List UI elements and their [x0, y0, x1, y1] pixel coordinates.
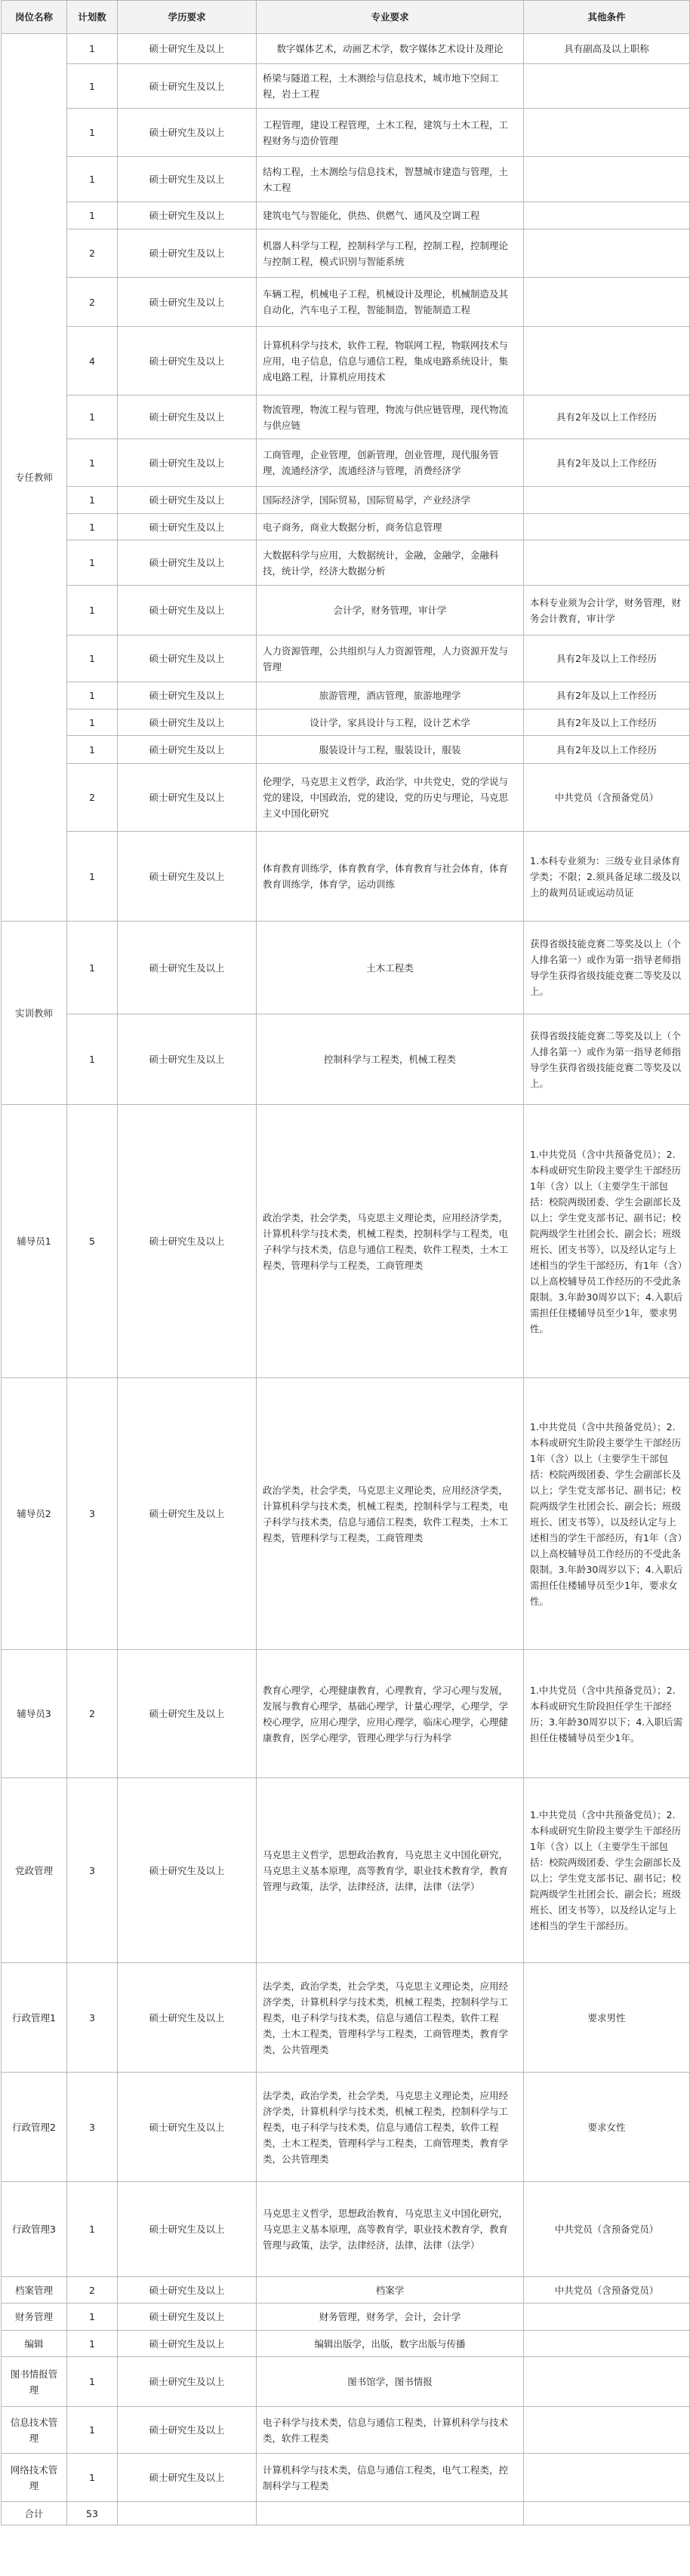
- major-cell: 计算机科学与技术类，信息与通信工程类，电气工程类，控制科学与工程类: [257, 2454, 524, 2502]
- position-cell: 档案管理: [2, 2277, 67, 2304]
- table-row: [2, 540, 690, 586]
- position-cell: 信息技术管理: [2, 2407, 67, 2454]
- count-cell: 1: [67, 922, 118, 1014]
- recruitment-table: [1, 0, 690, 2525]
- count-cell: 2: [67, 229, 118, 278]
- major-cell: 车辆工程，机械电子工程，机械设计及理论，机械制造及其自动化，汽车电子工程，智能制造，智能制造工程: [257, 278, 524, 327]
- education-cell: 硕士研究生及以上: [118, 439, 257, 487]
- education-cell: 硕士研究生及以上: [118, 1378, 257, 1650]
- count-cell: 1: [67, 202, 118, 229]
- position-cell: 行政管理2: [2, 2073, 67, 2182]
- table-row: [2, 2304, 690, 2331]
- education-cell: 硕士研究生及以上: [118, 1014, 257, 1105]
- major-cell: 旅游管理，酒店管理，旅游地理学: [257, 682, 524, 709]
- education-cell: 硕士研究生及以上: [118, 395, 257, 439]
- count-cell: 3: [67, 2073, 118, 2182]
- table-row: [2, 439, 690, 487]
- education-cell: 硕士研究生及以上: [118, 278, 257, 327]
- table-row: [2, 487, 690, 514]
- education-cell: 硕士研究生及以上: [118, 109, 257, 157]
- other-cell: [524, 327, 690, 395]
- count-cell: 1: [67, 540, 118, 586]
- education-cell: 硕士研究生及以上: [118, 2182, 257, 2277]
- table-row: [2, 709, 690, 736]
- table-row: [2, 586, 690, 636]
- other-cell: 具有2年及以上工作经历: [524, 636, 690, 682]
- count-cell: 2: [67, 1650, 118, 1778]
- other-cell: [524, 229, 690, 278]
- count-cell: 1: [67, 395, 118, 439]
- other-cell: 中共党员（含预备党员）: [524, 764, 690, 832]
- other-cell: 1.本科专业须为：三级专业目录体育学类；不限；2.须具备足球二级及以上的裁判员证或运动员证: [524, 832, 690, 922]
- header-count: 计划数: [67, 1, 118, 34]
- major-cell: 电子商务，商业大数据分析，商务信息管理: [257, 514, 524, 540]
- table-row: [2, 2454, 690, 2502]
- education-cell: 硕士研究生及以上: [118, 229, 257, 278]
- table-row: [2, 202, 690, 229]
- education-cell: 硕士研究生及以上: [118, 2357, 257, 2407]
- education-cell: 硕士研究生及以上: [118, 636, 257, 682]
- major-cell: 财务管理，财务学，会计，会计学: [257, 2304, 524, 2331]
- education-cell: 硕士研究生及以上: [118, 2407, 257, 2454]
- major-cell: 体育教育训练学，体育教育学，体育教育与社会体育，体育教育训练学，体育学，运动训练: [257, 832, 524, 922]
- education-cell: 硕士研究生及以上: [118, 682, 257, 709]
- education-cell: 硕士研究生及以上: [118, 514, 257, 540]
- count-cell: 1: [67, 439, 118, 487]
- count-cell: 1: [67, 487, 118, 514]
- education-cell: 硕士研究生及以上: [118, 709, 257, 736]
- table-row: [2, 395, 690, 439]
- education-cell: 硕士研究生及以上: [118, 1963, 257, 2073]
- major-cell: 工程管理，建设工程管理，土木工程，建筑与土木工程，工程财务与造价管理: [257, 109, 524, 157]
- other-cell: [524, 514, 690, 540]
- position-cell: 行政管理3: [2, 2182, 67, 2277]
- education-cell: 硕士研究生及以上: [118, 922, 257, 1014]
- other-cell: 中共党员（含预备党员）: [524, 2277, 690, 2304]
- position-cell: 网络技术管理: [2, 2454, 67, 2502]
- education-cell: 硕士研究生及以上: [118, 832, 257, 922]
- table-row: [2, 1105, 690, 1378]
- count-cell: 1: [67, 34, 118, 64]
- education-cell: 硕士研究生及以上: [118, 2304, 257, 2331]
- education-cell: 硕士研究生及以上: [118, 202, 257, 229]
- other-cell: [524, 2407, 690, 2454]
- major-cell: 设计学，家具设计与工程，设计艺术学: [257, 709, 524, 736]
- header-row: [2, 1, 690, 34]
- major-cell: 服装设计与工程，服装设计，服装: [257, 736, 524, 764]
- count-cell: 1: [67, 109, 118, 157]
- other-cell: [524, 2454, 690, 2502]
- table-row: [2, 229, 690, 278]
- count-cell: 1: [67, 682, 118, 709]
- other-cell: 要求男性: [524, 1963, 690, 2073]
- position-cell: 实训教师: [2, 922, 67, 1105]
- major-cell: 桥梁与隧道工程，土木测绘与信息技术，城市地下空间工程，岩土工程: [257, 64, 524, 109]
- table-row: [2, 1378, 690, 1650]
- major-cell: 图书馆学，图书情报: [257, 2357, 524, 2407]
- major-cell: 土木工程类: [257, 922, 524, 1014]
- major-cell: 政治学类，社会学类，马克思主义理论类，应用经济学类，计算机科学与技术类，机械工程类，控制科学与工程类，电子科学与技术类，信息与通信工程类，软件工程类，土木工程类，管理科学与工程类，工商管理类: [257, 1105, 524, 1378]
- major-cell: 工商管理，企业管理，创新管理，创业管理，现代服务管理，流通经济学，流通经济与管理，消费经济学: [257, 439, 524, 487]
- other-cell: 获得省级技能竞赛二等奖及以上（个人排名第一）或作为第一指导老师指导学生获得省级技能竞赛二等奖及以上。: [524, 1014, 690, 1105]
- table-row: [2, 64, 690, 109]
- other-cell: [524, 109, 690, 157]
- education-cell: 硕士研究生及以上: [118, 1105, 257, 1378]
- count-cell: 5: [67, 1105, 118, 1378]
- other-cell: 1.中共党员（含中共预备党员）；2.本科或研究生阶段主要学生干部经历1年（含）以上（主要学生干部包括：校院两级团委、学生会副部长及以上；学生党支部书记、副书记；校院两级学生社团会长、副会长；班级班长、团支书等），以及经认定与上述相当的学生干部经历，有1年（含）以上高校辅导员工作经历的不受此条限制。3.年龄30周岁以下；4.入职后需担任住楼辅导员至少1年，要求女性。: [524, 1378, 690, 1650]
- position-cell: 辅导员2: [2, 1378, 67, 1650]
- major-cell: 大数据科学与应用，大数据统计，金融，金融学，金融科技，统计学，经济大数据分析: [257, 540, 524, 586]
- major-cell: 马克思主义哲学，思想政治教育，马克思主义中国化研究，马克思主义基本原理，高等教育学，职业技术教育学，教育管理与政策，法学，法律经济，法律，法律（法学）: [257, 2182, 524, 2277]
- count-cell: 1: [67, 2454, 118, 2502]
- other-cell: 本科专业须为会计学，财务管理，财务会计教育，审计学: [524, 586, 690, 636]
- header-other: 其他条件: [524, 1, 690, 34]
- major-cell: 档案学: [257, 2277, 524, 2304]
- table-row: [2, 1778, 690, 1963]
- education-cell: 硕士研究生及以上: [118, 586, 257, 636]
- education-cell: 硕士研究生及以上: [118, 487, 257, 514]
- position-cell: 行政管理1: [2, 1963, 67, 2073]
- education-cell: 硕士研究生及以上: [118, 327, 257, 395]
- table-row: [2, 1963, 690, 2073]
- major-cell: 会计学，财务管理，审计学: [257, 586, 524, 636]
- table-row: [2, 636, 690, 682]
- major-cell: 政治学类，社会学类，马克思主义理论类，应用经济学类，计算机科学与技术类，机械工程类，控制科学与工程类，电子科学与技术类，信息与通信工程类，软件工程类，土木工程类，管理科学与工程类，工商管理类: [257, 1378, 524, 1650]
- count-cell: 1: [67, 2182, 118, 2277]
- major-cell: 国际经济学，国际贸易，国际贸易学，产业经济学: [257, 487, 524, 514]
- position-cell: 党政管理: [2, 1778, 67, 1963]
- education-cell: 硕士研究生及以上: [118, 2073, 257, 2182]
- major-cell: 计算机科学与技术，软件工程，物联网工程，物联网技术与应用，电子信息，信息与通信工程，集成电路系统设计，集成电路工程，计算机应用技术: [257, 327, 524, 395]
- education-cell: 硕士研究生及以上: [118, 64, 257, 109]
- other-cell: 具有副高及以上职称: [524, 34, 690, 64]
- major-cell: 控制科学与工程类，机械工程类: [257, 1014, 524, 1105]
- major-cell: 编辑出版学，出版，数字出版与传播: [257, 2331, 524, 2357]
- other-cell: 1.中共党员（含中共预备党员）；2.本科或研究生阶段主要学生干部经历1年（含）以上（主要学生干部包括：校院两级团委、学生会副部长及以上；学生党支部书记、副书记；校院两级学生社团会长、副会长；班级班长、团支书等），以及经认定与上述相当的学生干部经历。: [524, 1778, 690, 1963]
- table-row: [2, 2182, 690, 2277]
- count-cell: 1: [67, 709, 118, 736]
- other-cell: [524, 2331, 690, 2357]
- count-cell: 1: [67, 514, 118, 540]
- table-row: [2, 327, 690, 395]
- table-row: [2, 109, 690, 157]
- header-major: 专业要求: [257, 1, 524, 34]
- count-cell: 3: [67, 1378, 118, 1650]
- count-cell: 1: [67, 2357, 118, 2407]
- total-row: [2, 2502, 690, 2525]
- count-cell: 2: [67, 2277, 118, 2304]
- empty-cell: [118, 2502, 257, 2525]
- other-cell: [524, 2304, 690, 2331]
- other-cell: [524, 202, 690, 229]
- table-row: [2, 157, 690, 202]
- other-cell: 具有2年及以上工作经历: [524, 439, 690, 487]
- other-cell: 1.中共党员（含中共预备党员）；2.本科或研究生阶段主要学生干部经历1年（含）以上（主要学生干部包括：校院两级团委、学生会副部长及以上；学生党支部书记、副书记；校院两级学生社团会长、副会长；班级班长、团支书等），以及经认定与上述相当的学生干部经历，有1年（含）以上高校辅导员工作经历的不受此条限制。3.年龄30周岁以下；4.入职后需担任住楼辅导员至少1年，要求男性。: [524, 1105, 690, 1378]
- other-cell: 1.中共党员（含中共预备党员）；2.本科或研究生阶段担任学生干部经历；3.年龄30周岁以下；4.入职后需担任住楼辅导员至少1年。: [524, 1650, 690, 1778]
- count-cell: 1: [67, 2407, 118, 2454]
- other-cell: 具有2年及以上工作经历: [524, 682, 690, 709]
- other-cell: [524, 487, 690, 514]
- table-row: [2, 2407, 690, 2454]
- count-cell: 1: [67, 636, 118, 682]
- table-row: [2, 2277, 690, 2304]
- other-cell: 具有2年及以上工作经历: [524, 736, 690, 764]
- major-cell: 电子科学与技术类，信息与通信工程类，计算机科学与技术类，软件工程类: [257, 2407, 524, 2454]
- major-cell: 物流管理，物流工程与管理，物流与供应链管理，现代物流与供应链: [257, 395, 524, 439]
- position-cell: 专任教师: [2, 34, 67, 922]
- major-cell: 结构工程，土木测绘与信息技术，智慧城市建造与管理，土木工程: [257, 157, 524, 202]
- education-cell: 硕士研究生及以上: [118, 157, 257, 202]
- table-row: [2, 682, 690, 709]
- major-cell: 机器人科学与工程，控制科学与工程，控制工程，控制理论与控制工程，模式识别与智能系统: [257, 229, 524, 278]
- count-cell: 2: [67, 764, 118, 832]
- count-cell: 1: [67, 2331, 118, 2357]
- total-label: 合计: [2, 2502, 67, 2525]
- total-count: 53: [67, 2502, 118, 2525]
- table-row: [2, 922, 690, 1014]
- other-cell: 具有2年及以上工作经历: [524, 395, 690, 439]
- education-cell: 硕士研究生及以上: [118, 34, 257, 64]
- other-cell: 获得省级技能竞赛二等奖及以上（个人排名第一）或作为第一指导老师指导学生获得省级技能竞赛二等奖及以上。: [524, 922, 690, 1014]
- table-row: [2, 832, 690, 922]
- count-cell: 1: [67, 64, 118, 109]
- table-row: [2, 34, 690, 64]
- education-cell: 硕士研究生及以上: [118, 2277, 257, 2304]
- major-cell: 数字媒体艺术，动画艺术学，数字媒体艺术设计及理论: [257, 34, 524, 64]
- table-row: [2, 514, 690, 540]
- count-cell: 1: [67, 586, 118, 636]
- education-cell: 硕士研究生及以上: [118, 736, 257, 764]
- education-cell: 硕士研究生及以上: [118, 2331, 257, 2357]
- count-cell: 3: [67, 1778, 118, 1963]
- major-cell: 法学类，政治学类，社会学类，马克思主义理论类，应用经济学类，计算机科学与技术类，机械工程类，控制科学与工程类，电子科学与技术类，信息与通信工程类，软件工程类，土木工程类，管理科学与工程类，工商管理类，教育学类，公共管理类: [257, 2073, 524, 2182]
- table-row: [2, 2331, 690, 2357]
- count-cell: 3: [67, 1963, 118, 2073]
- position-cell: 辅导员3: [2, 1650, 67, 1778]
- other-cell: [524, 540, 690, 586]
- table-row: [2, 1014, 690, 1105]
- count-cell: 1: [67, 2304, 118, 2331]
- education-cell: 硕士研究生及以上: [118, 764, 257, 832]
- major-cell: 人力资源管理，公共组织与人力资源管理，人力资源开发与管理: [257, 636, 524, 682]
- other-cell: [524, 278, 690, 327]
- other-cell: 要求女性: [524, 2073, 690, 2182]
- count-cell: 1: [67, 832, 118, 922]
- position-cell: 财务管理: [2, 2304, 67, 2331]
- count-cell: 1: [67, 1014, 118, 1105]
- major-cell: 建筑电气与智能化，供热、供燃气、通风及空调工程: [257, 202, 524, 229]
- count-cell: 4: [67, 327, 118, 395]
- table-row: [2, 2073, 690, 2182]
- other-cell: [524, 2357, 690, 2407]
- header-education: 学历要求: [118, 1, 257, 34]
- major-cell: 法学类，政治学类，社会学类，马克思主义理论类，应用经济学类，计算机科学与技术类，机械工程类，控制科学与工程类，电子科学与技术类，信息与通信工程类，软件工程类，土木工程类，管理科学与工程类，工商管理类，教育学类，公共管理类: [257, 1963, 524, 2073]
- empty-cell: [257, 2502, 524, 2525]
- count-cell: 1: [67, 736, 118, 764]
- major-cell: 教育心理学，心理健康教育，心理教育，学习心理与发展，发展与教育心理学，基础心理学，计量心理学，心理学，学校心理学，应用心理学，应用心理学，临床心理学，心理健康教育，医学心理学，管理心理学与行为科学: [257, 1650, 524, 1778]
- position-cell: 辅导员1: [2, 1105, 67, 1378]
- education-cell: 硕士研究生及以上: [118, 2454, 257, 2502]
- header-position: 岗位名称: [2, 1, 67, 34]
- position-cell: 图书情报管理: [2, 2357, 67, 2407]
- education-cell: 硕士研究生及以上: [118, 1778, 257, 1963]
- other-cell: 具有2年及以上工作经历: [524, 709, 690, 736]
- other-cell: [524, 157, 690, 202]
- table-row: [2, 1650, 690, 1778]
- table-row: [2, 736, 690, 764]
- other-cell: [524, 64, 690, 109]
- count-cell: 2: [67, 278, 118, 327]
- count-cell: 1: [67, 157, 118, 202]
- empty-cell: [524, 2502, 690, 2525]
- education-cell: 硕士研究生及以上: [118, 1650, 257, 1778]
- table-row: [2, 2357, 690, 2407]
- major-cell: 伦理学，马克思主义哲学，政治学，中共党史，党的学说与党的建设，中国政治，党的建设，党的历史与理论，马克思主义中国化研究: [257, 764, 524, 832]
- education-cell: 硕士研究生及以上: [118, 540, 257, 586]
- position-cell: 编辑: [2, 2331, 67, 2357]
- table-row: [2, 764, 690, 832]
- other-cell: 中共党员（含预备党员）: [524, 2182, 690, 2277]
- table-row: [2, 278, 690, 327]
- major-cell: 马克思主义哲学，思想政治教育，马克思主义中国化研究，马克思主义基本原理，高等教育学，职业技术教育学，教育管理与政策，法学，法律经济，法律，法律（法学）: [257, 1778, 524, 1963]
